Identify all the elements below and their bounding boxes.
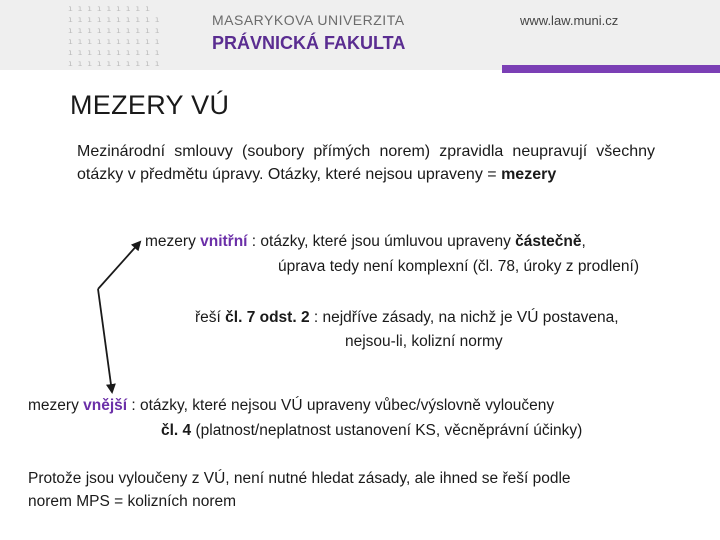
internal-prefix: mezery [145, 233, 201, 250]
svg-text:ı ı ı ı ı ı ı ı ı: ı ı ı ı ı ı ı ı ı [68, 4, 150, 13]
slide-title: MEZERY VÚ [70, 90, 230, 120]
internal-gaps-line-2: úprava tedy není komplexní (čl. 78, úroky z prodlení) [278, 258, 639, 275]
intro-bold: mezery [501, 166, 557, 183]
faculty-name: PRÁVNICKÁ FAKULTA [212, 33, 406, 53]
external-line2: (platnost/neplatnost ustanovení KS, věcněprávní účinky) [191, 422, 583, 439]
internal-suffix: , [581, 233, 586, 250]
external-bold: čl. 4 [161, 422, 192, 439]
arrow-to-external [98, 289, 112, 392]
internal-text: : otázky, které jsou úmluvou upraveny [247, 233, 516, 250]
svg-text:ı ı ı ı ı ı ı ı ı ı: ı ı ı ı ı ı ı ı ı ı [68, 26, 160, 35]
solution-text: : nejdříve zásady, na nichž je VÚ postavena, [309, 309, 619, 326]
internal-keyword: vnitřní [200, 233, 248, 250]
solution-line-2: nejsou-li, kolizní normy [345, 333, 503, 350]
arrow-to-internal [98, 242, 140, 289]
external-text: : otázky, které nejsou VÚ upraveny vůbec/výslovně vyloučeny [127, 397, 555, 414]
solution-bold: čl. 7 odst. 2 [225, 309, 310, 326]
university-name: MASARYKOVA UNIVERZITA [212, 12, 405, 28]
external-prefix: mezery [28, 397, 84, 414]
svg-text:ı ı ı ı ı ı ı ı ı ı: ı ı ı ı ı ı ı ı ı ı [68, 59, 160, 68]
svg-text:ı ı ı ı ı ı ı ı ı ı: ı ı ı ı ı ı ı ı ı ı [68, 48, 160, 57]
svg-text:ı ı ı ı ı ı ı ı ı ı: ı ı ı ı ı ı ı ı ı ı [68, 37, 160, 46]
external-keyword: vnější [83, 397, 128, 414]
website-link[interactable]: www.law.muni.cz [520, 13, 619, 28]
solution-prefix: řeší [195, 309, 226, 326]
internal-bold: částečně [515, 233, 582, 250]
svg-text:ı ı ı ı ı ı ı ı ı ı: ı ı ı ı ı ı ı ı ı ı [68, 15, 160, 24]
conclusion-line-1: Protože jsou vyloučeny z VÚ, není nutné hledat zásady, ale ihned se řeší podle [28, 470, 571, 487]
conclusion-line-2: norem MPS = kolizních norem [28, 493, 237, 510]
intro-text: Mezinárodní smlouvy (soubory přímých norem) zpravidla neupravují všechny otázky v předmětu úpravy. Otázky, které nejsou upraveny = [77, 143, 655, 183]
